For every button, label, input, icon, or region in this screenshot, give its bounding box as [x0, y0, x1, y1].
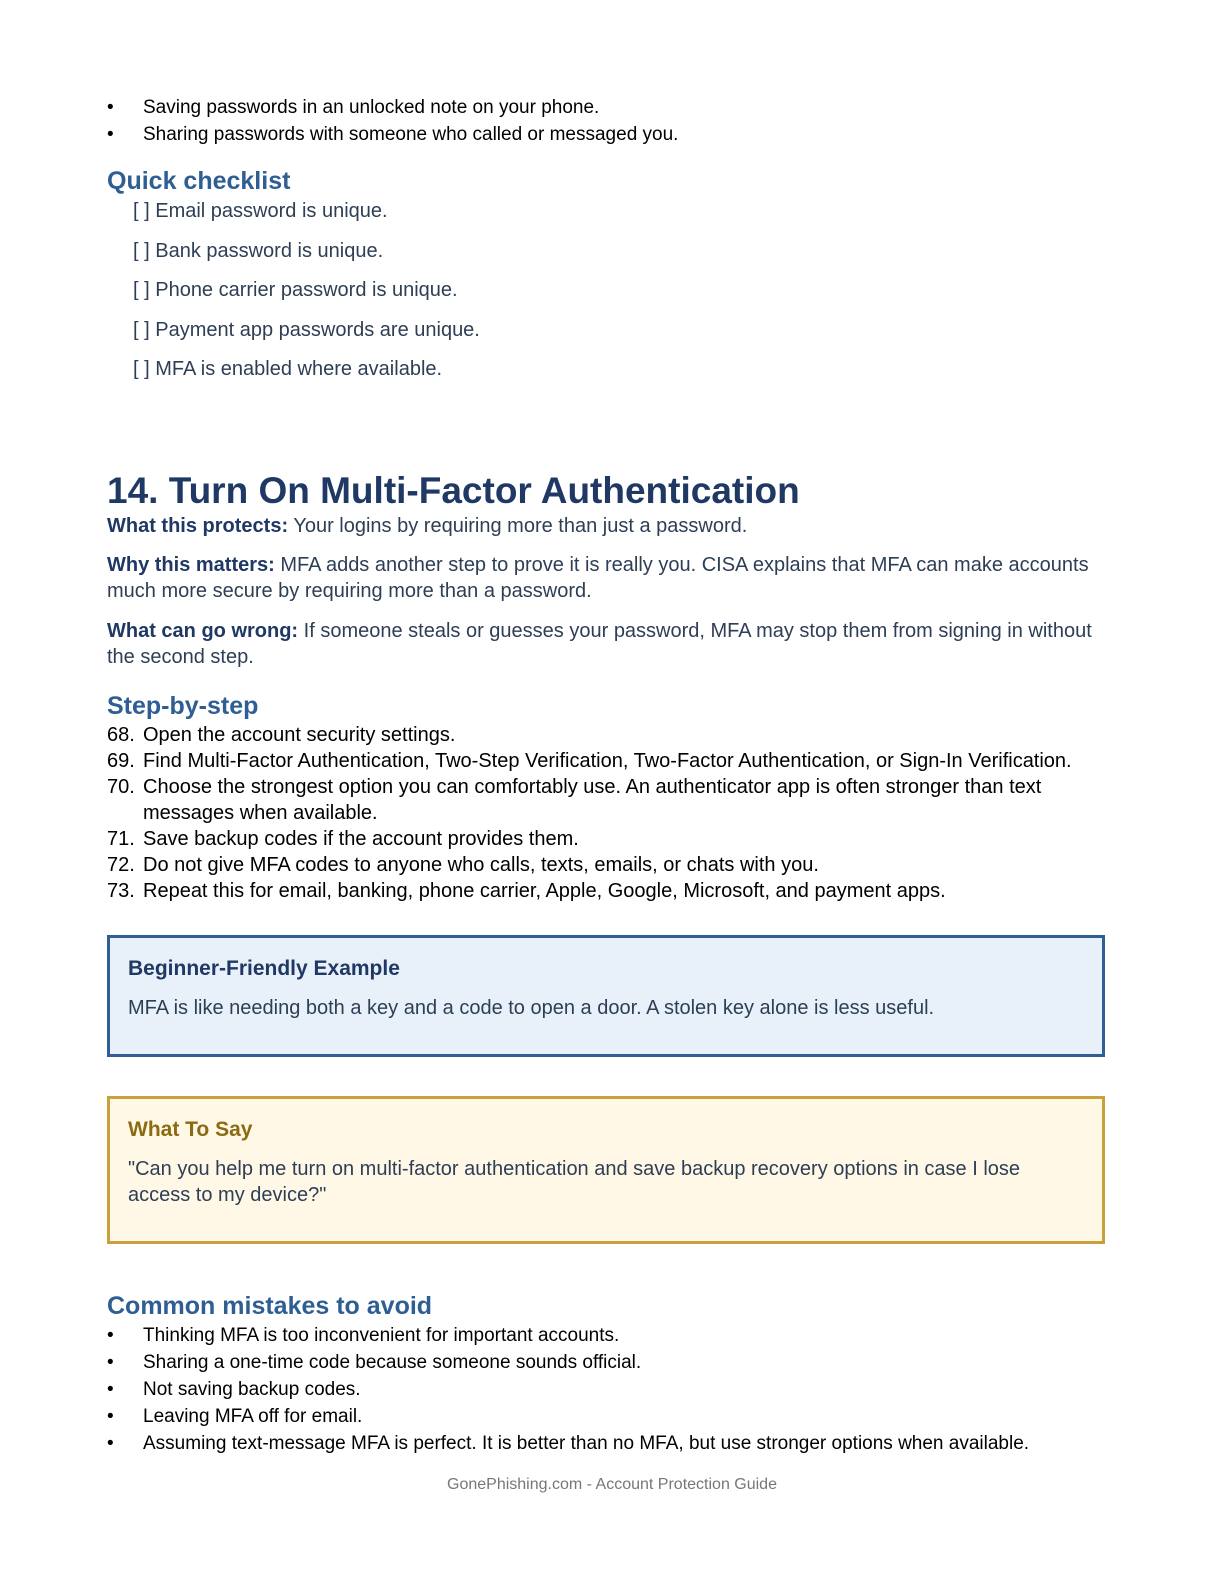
example-callout-title: Beginner-Friendly Example: [128, 957, 400, 980]
wrong-label: What can go wrong:: [107, 620, 299, 642]
list-item: • Sharing passwords with someone who called or messaged you.: [107, 121, 678, 148]
step-item: [107, 722, 1105, 748]
what-to-say-body: "Can you help me turn on multi-factor authentication and save backup recovery options in case I lose access to my device?": [128, 1158, 1021, 1206]
intro-bullet-list: [107, 94, 678, 148]
example-callout-body: MFA is like needing both a key and a code to open a door. A stolen key alone is less useful.: [128, 997, 935, 1019]
wrong-text: If someone steals or guesses your password, MFA may stop them from signing in without the second step.: [107, 620, 1092, 668]
steps-heading: Step-by-step: [107, 692, 259, 720]
step-text: Repeat this for email, banking, phone carrier, Apple, Google, Microsoft, and payment apps.: [143, 880, 946, 902]
example-callout: [107, 935, 1105, 1057]
step-text: Do not give MFA codes to anyone who calls, texts, emails, or chats with you.: [143, 854, 819, 876]
checklist-item: [ ] Phone carrier password is unique.: [133, 279, 458, 301]
step-text: Find Multi-Factor Authentication, Two-Step Verification, Two-Factor Authentication, or Sign-In Verification.: [143, 750, 1072, 772]
list-item: • Not saving backup codes.: [107, 1376, 1105, 1403]
step-text: Save backup codes if the account provides them.: [143, 828, 579, 850]
protects-label: What this protects:: [107, 515, 289, 537]
checklist-heading: Quick checklist: [107, 167, 291, 195]
step-number: 71.: [107, 828, 135, 850]
list-item: • Sharing a one-time code because someone sounds official.: [107, 1349, 1105, 1376]
list-item: • Leaving MFA off for email.: [107, 1403, 1105, 1430]
step-item: [107, 748, 1105, 774]
wrong-paragraph: [107, 618, 1105, 670]
step-number: 73.: [107, 880, 135, 902]
step-number: 69.: [107, 750, 135, 772]
matters-text: MFA adds another step to prove it is really you. CISA explains that MFA can make accounts much more secure by requiring more than a password.: [107, 554, 1089, 602]
checklist-item: [ ] MFA is enabled where available.: [133, 358, 443, 380]
step-number: 70.: [107, 776, 135, 798]
step-text: Open the account security settings.: [143, 724, 456, 746]
step-item: [107, 878, 1105, 904]
step-item: [107, 852, 1105, 878]
list-item: • Thinking MFA is too inconvenient for important accounts.: [107, 1322, 1105, 1349]
protects-text: Your logins by requiring more than just a password.: [293, 515, 748, 537]
checklist-item: [ ] Payment app passwords are unique.: [133, 318, 480, 341]
matters-paragraph: [107, 552, 1105, 604]
steps-list: [107, 722, 1105, 904]
step-text: Choose the strongest option you can comfortably use. An authenticator app is often stronger than text messages when available.: [143, 776, 1042, 824]
page-footer: GonePhishing.com - Account Protection Guide: [447, 1476, 777, 1493]
mistakes-heading: Common mistakes to avoid: [107, 1292, 433, 1320]
quick-checklist: [107, 199, 1131, 397]
mistakes-list: [107, 1322, 1105, 1457]
step-item: [107, 774, 1105, 826]
list-item: • Assuming text-message MFA is perfect. It is better than no MFA, but use stronger options when available.: [107, 1430, 1105, 1457]
section-title: 14. Turn On Multi-Factor Authentication: [107, 470, 800, 511]
matters-label: Why this matters:: [107, 554, 275, 576]
what-to-say-callout: [107, 1096, 1105, 1244]
step-item: [107, 826, 1105, 852]
step-number: 68.: [107, 724, 135, 746]
protects-paragraph: [107, 513, 1105, 539]
step-number: 72.: [107, 854, 135, 876]
what-to-say-title: What To Say: [128, 1118, 253, 1141]
checklist-item: [ ] Bank password is unique.: [133, 239, 384, 262]
list-item: • Saving passwords in an unlocked note on your phone.: [107, 94, 678, 121]
checklist-item: [ ] Email password is unique.: [133, 200, 388, 222]
